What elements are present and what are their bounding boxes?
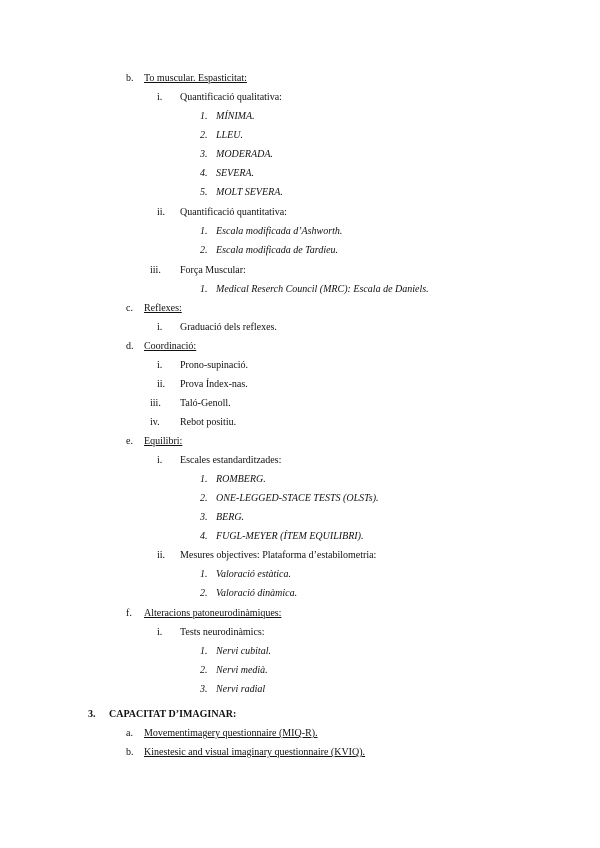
item-marker: ii.	[157, 207, 166, 218]
item-text: Movementimagery questionnaire (MIQ-R).	[144, 728, 318, 739]
item-text: FUGL-MEYER (ÍTEM EQUILIBRI).	[216, 531, 364, 542]
item-marker: i.	[157, 322, 163, 333]
item-marker: 4.	[200, 531, 208, 542]
item-heading: Tests neurodinàmics:	[180, 627, 265, 638]
item-marker: 4.	[200, 168, 208, 179]
item-marker: iv.	[150, 417, 160, 428]
item-text: Valoració dinàmica.	[216, 588, 298, 599]
item-heading: Coordinació:	[144, 341, 197, 352]
item-marker: i.	[157, 455, 163, 466]
item-marker: 1.	[200, 226, 208, 237]
item-text: Valoració estàtica.	[216, 569, 291, 580]
item-marker: ii.	[157, 550, 166, 561]
item-marker: 3.	[200, 149, 208, 160]
item-marker: i.	[157, 360, 163, 371]
item-heading: Escales estandarditzades:	[180, 455, 282, 466]
item-marker: a.	[126, 728, 133, 739]
item-marker: f.	[126, 608, 132, 619]
item-marker: e.	[126, 436, 133, 447]
item-text: MÍNIMA.	[216, 111, 255, 122]
item-marker: 2.	[200, 493, 208, 504]
item-marker: 1.	[200, 474, 208, 485]
item-text: Rebot positiu.	[180, 417, 237, 428]
item-heading: Equilibri:	[144, 436, 183, 447]
item-heading: Graduació dels reflexes.	[180, 322, 277, 333]
item-marker: iii.	[150, 398, 161, 409]
item-heading: Quantificació qualitativa:	[180, 92, 282, 103]
item-marker: 2.	[200, 588, 208, 599]
section-number: 3.	[88, 709, 96, 720]
item-text: MODERADA.	[216, 149, 273, 160]
item-text: ROMBERG.	[216, 474, 266, 485]
item-heading: Força Muscular:	[180, 265, 246, 276]
item-marker: 1.	[200, 111, 208, 122]
item-heading: Quantificació quantitativa:	[180, 207, 287, 218]
item-marker: 1.	[200, 284, 208, 295]
item-heading: Alteracions patoneurodinàmiques:	[144, 608, 282, 619]
item-marker: ii.	[157, 379, 166, 390]
item-text: Escala modificada de Tardieu.	[216, 245, 339, 256]
item-marker: b.	[126, 73, 134, 84]
item-marker: 5.	[200, 187, 208, 198]
item-text: Nervi cubital.	[216, 646, 271, 657]
item-text: Medical Reserch Council (MRC): Escala de Daniels.	[216, 284, 429, 295]
section-title: CAPACITAT D’IMAGINAR:	[109, 709, 237, 720]
item-marker: 2.	[200, 245, 208, 256]
item-marker: c.	[126, 303, 133, 314]
item-marker: i.	[157, 627, 163, 638]
item-marker: b.	[126, 747, 134, 758]
item-heading: Reflexes:	[144, 303, 182, 314]
item-text: BERG.	[216, 512, 245, 523]
item-text: Nervi radial	[216, 684, 266, 695]
item-marker: d.	[126, 341, 134, 352]
item-marker: 3.	[200, 512, 208, 523]
item-marker: 3.	[200, 684, 208, 695]
item-marker: 1.	[200, 569, 208, 580]
item-heading: Mesures objectives: Plataforma d’estabilometria:	[180, 550, 377, 561]
item-text: MOLT SEVERA.	[216, 187, 283, 198]
item-text: Prova Índex-nas.	[180, 379, 248, 390]
item-marker: 2.	[200, 130, 208, 141]
item-text: Prono-supinació.	[180, 360, 249, 371]
item-text: ONE-LEGGED-STACE TESTS (OLSTs).	[216, 493, 379, 504]
item-marker: 1.	[200, 646, 208, 657]
item-text: Taló-Genoll.	[180, 398, 231, 409]
item-text: LLEU.	[216, 130, 243, 141]
item-marker: 2.	[200, 665, 208, 676]
item-marker: iii.	[150, 265, 161, 276]
item-marker: i.	[157, 92, 163, 103]
item-text: Escala modificada d’Ashworth.	[216, 226, 343, 237]
item-text: Nervi medià.	[216, 665, 268, 676]
item-text: Kinestesic and visual imaginary questionnaire (KVIQ).	[144, 747, 366, 758]
item-heading: To muscular. Espasticitat:	[144, 73, 247, 84]
item-text: SEVERA.	[216, 168, 255, 179]
